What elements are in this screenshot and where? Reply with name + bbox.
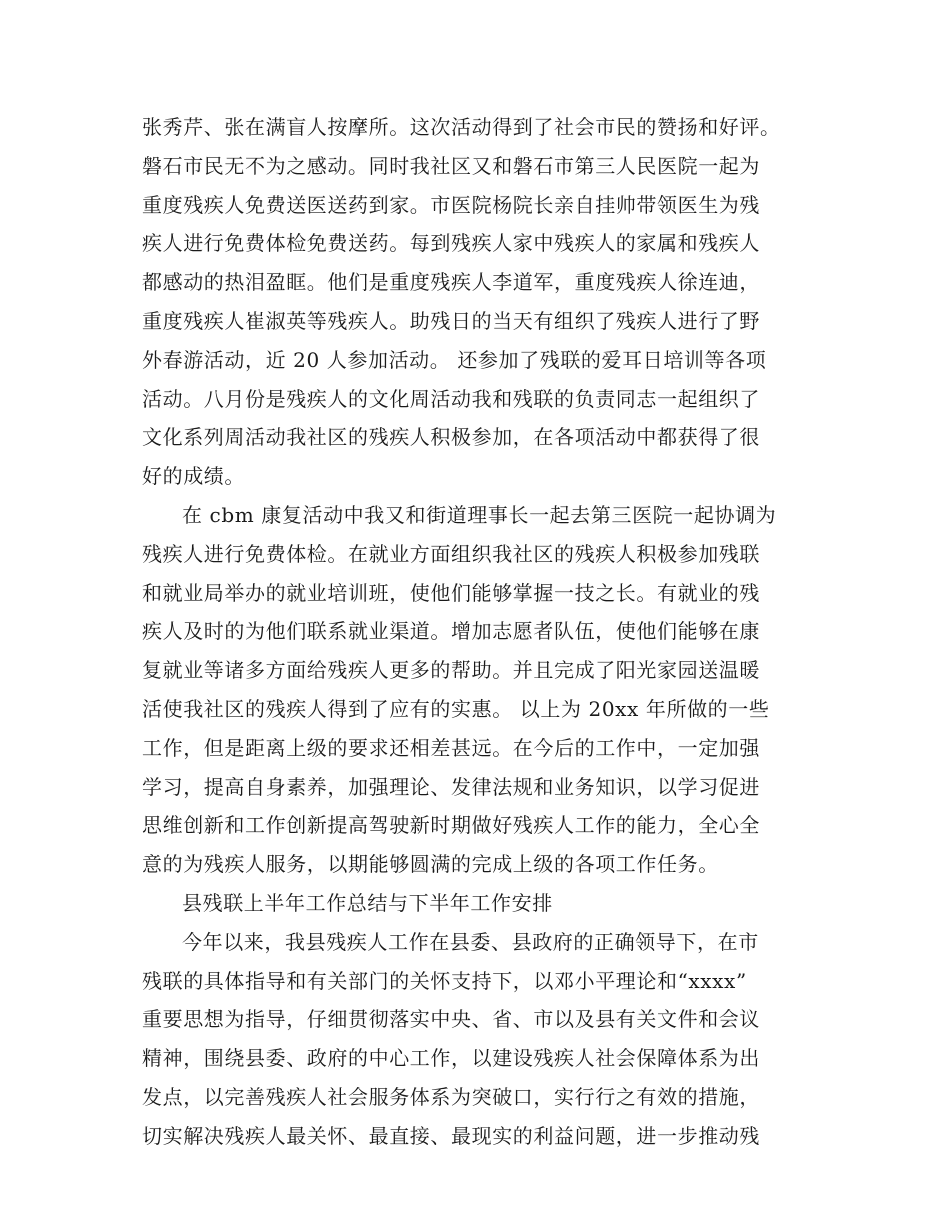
text-line: 意的为残疾人服务，以期能够圆满的完成上级的各项工作任务。 (142, 852, 719, 877)
text-line: 磐石市民无不为之感动。同时我社区又和磐石市第三人民医院一起为 (142, 153, 760, 178)
text-line: 工作，但是距离上级的要求还相差甚远。在今后的工作中，一定加强 (142, 735, 760, 760)
section-heading: 县残联上半年工作总结与下半年工作安排 (182, 890, 553, 915)
text-line: 复就业等诸多方面给残疾人更多的帮助。并且完成了阳光家园送温暖 (142, 658, 760, 683)
text-line: 思维创新和工作创新提高驾驶新时期做好残疾人工作的能力，全心全 (142, 813, 760, 838)
text-line: 切实解决残疾人最关怀、最直接、最现实的利益问题，进一步推动残 (142, 1123, 760, 1148)
text-line: 都感动的热泪盈眶。他们是重度残疾人李道军，重度残疾人徐连迪， (142, 270, 760, 295)
text-line: 疾人及时的为他们联系就业渠道。增加志愿者队伍，使他们能够在康 (142, 619, 760, 644)
text-line: 活动。八月份是残疾人的文化周活动我和残联的负责同志一起组织了 (142, 386, 760, 411)
text-line: 发点，以完善残疾人社会服务体系为突破口，实行行之有效的措施， (142, 1084, 760, 1109)
text-line: 文化系列周活动我社区的残疾人积极参加，在各项活动中都获得了很 (142, 425, 760, 450)
text-line: 外春游活动，近 20 人参加活动。 还参加了残联的爱耳日培训等各项 (142, 347, 767, 372)
text-line: 重度残疾人崔淑英等残疾人。助残日的当天有组织了残疾人进行了野 (142, 308, 760, 333)
text-line: 精神，围绕县委、政府的中心工作，以建设残疾人社会保障体系为出 (142, 1046, 760, 1071)
text-line: 疾人进行免费体检免费送药。每到残疾人家中残疾人的家属和残疾人 (142, 231, 760, 256)
paragraph-first-line: 在 cbm 康复活动中我又和街道理事长一起去第三医院一起协调为 (182, 502, 777, 527)
text-line: 重度残疾人免费送医送药到家。市医院杨院长亲自挂帅带领医生为残 (142, 192, 760, 217)
text-line: 活使我社区的残疾人得到了应有的实惠。 以上为 20xx 年所做的一些 (142, 696, 770, 721)
text-line: 学习，提高自身素养，加强理论、发律法规和业务知识，以学习促进 (142, 774, 760, 799)
text-line: 重要思想为指导，仔细贯彻落实中央、省、市以及县有关文件和会议 (142, 1007, 760, 1032)
text-line: 张秀芹、张在满盲人按摩所。这次活动得到了社会市民的赞扬和好评。 (142, 115, 781, 139)
text-line: 和就业局举办的就业培训班，使他们能够掌握一技之长。有就业的残 (142, 580, 760, 605)
text-line: 好的成绩。 (142, 464, 245, 489)
document-body (142, 108, 810, 1156)
text-line: 残疾人进行免费体检。在就业方面组织我社区的残疾人积极参加残联 (142, 541, 760, 566)
text-line: 残联的具体指导和有关部门的关怀支持下，以邓小平理论和“xxxx” (142, 968, 747, 993)
paragraph-first-line: 今年以来，我县残疾人工作在县委、县政府的正确领导下，在市 (182, 929, 759, 954)
